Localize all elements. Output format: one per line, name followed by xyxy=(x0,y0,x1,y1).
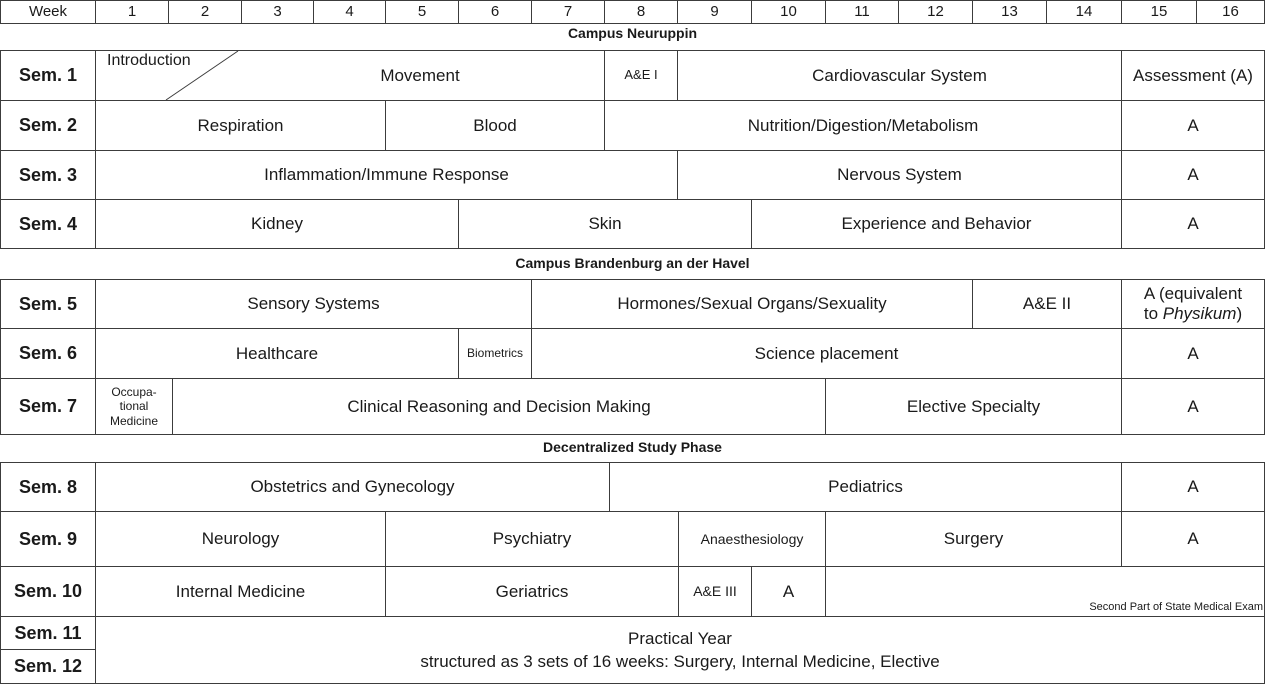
practical-year-description: structured as 3 sets of 16 weeks: Surgery, Internal Medicine, Elective xyxy=(420,651,940,671)
module-anaesthesiology: Anaesthesiology xyxy=(678,511,826,567)
assessment-s1: Assessment (A) xyxy=(1121,50,1265,101)
assessment-s6: A xyxy=(1121,328,1265,379)
module-nutrition: Nutrition/Digestion/Metabolism xyxy=(604,100,1122,151)
assessment-s4: A xyxy=(1121,199,1265,249)
assessment-s7: A xyxy=(1121,378,1265,435)
semester-label-9: Sem. 9 xyxy=(0,511,96,567)
module-elective-specialty: Elective Specialty xyxy=(825,378,1122,435)
semester-label-10: Sem. 10 xyxy=(0,566,96,617)
section-title-decentralized: Decentralized Study Phase xyxy=(543,439,722,455)
module-practical-year xyxy=(95,616,1265,684)
semester-label-8: Sem. 8 xyxy=(0,462,96,512)
semester-label-1: Sem. 1 xyxy=(0,50,96,101)
semester-label-5: Sem. 5 xyxy=(0,279,96,329)
assessment-s3: A xyxy=(1121,150,1265,200)
module-occupational-medicine xyxy=(95,378,173,435)
module-psychiatry: Psychiatry xyxy=(385,511,679,567)
module-science-placement: Science placement xyxy=(531,328,1122,379)
module-respiration: Respiration xyxy=(95,100,386,151)
module-biometrics: Biometrics xyxy=(458,328,532,379)
semester-label-11: Sem. 11 xyxy=(0,616,96,650)
module-geriatrics: Geriatrics xyxy=(385,566,679,617)
module-blood: Blood xyxy=(385,100,605,151)
module-healthcare: Healthcare xyxy=(95,328,459,379)
week-8: 8 xyxy=(604,0,678,24)
introduction-divider-line xyxy=(160,50,242,101)
module-ae-1: A&E I xyxy=(604,50,678,101)
module-movement-label: Movement xyxy=(380,65,460,85)
module-clinical-reasoning: Clinical Reasoning and Decision Making xyxy=(172,378,826,435)
week-2: 2 xyxy=(168,0,242,24)
module-sensory-systems: Sensory Systems xyxy=(95,279,532,329)
module-inflammation: Inflammation/Immune Response xyxy=(95,150,678,200)
module-skin: Skin xyxy=(458,199,752,249)
module-neurology: Neurology xyxy=(95,511,386,567)
assessment-s8: A xyxy=(1121,462,1265,512)
semester-label-4: Sem. 4 xyxy=(0,199,96,249)
week-header-label: Week xyxy=(0,0,96,24)
practical-year-title: Practical Year xyxy=(628,628,732,648)
module-ae-3: A&E III xyxy=(678,566,752,617)
semester-label-3: Sem. 3 xyxy=(0,150,96,200)
module-pediatrics: Pediatrics xyxy=(609,462,1122,512)
module-ae-2: A&E II xyxy=(972,279,1122,329)
assessment-s5 xyxy=(1121,279,1265,329)
module-kidney: Kidney xyxy=(95,199,459,249)
assessment-s2: A xyxy=(1121,100,1265,151)
module-internal-medicine: Internal Medicine xyxy=(95,566,386,617)
module-obstetrics-gynecology: Obstetrics and Gynecology xyxy=(95,462,610,512)
section-title-brandenburg: Campus Brandenburg an der Havel xyxy=(515,255,750,271)
semester-label-2: Sem. 2 xyxy=(0,100,96,151)
week-5: 5 xyxy=(385,0,459,24)
state-exam-note: Second Part of State Medical Exam xyxy=(1089,601,1263,613)
module-introduction-label: Introduction xyxy=(107,52,191,69)
week-3: 3 xyxy=(241,0,314,24)
week-11: 11 xyxy=(825,0,899,24)
physikum-term: Physikum xyxy=(1162,304,1237,323)
week-4: 4 xyxy=(313,0,386,24)
module-hormones: Hormones/Sexual Organs/Sexuality xyxy=(531,279,973,329)
week-1: 1 xyxy=(95,0,169,24)
assessment-s9: A xyxy=(1121,511,1265,567)
semester-label-7: Sem. 7 xyxy=(0,378,96,435)
week-12: 12 xyxy=(898,0,973,24)
week-6: 6 xyxy=(458,0,532,24)
assessment-s10: A xyxy=(751,566,826,617)
week-9: 9 xyxy=(677,0,752,24)
module-nervous-system: Nervous System xyxy=(677,150,1122,200)
assessment-s5-line1: A (equivalent xyxy=(1143,284,1243,304)
assessment-s5-line2: to Physikum) xyxy=(1143,304,1243,323)
semester-label-12: Sem. 12 xyxy=(0,649,96,684)
week-10: 10 xyxy=(751,0,826,24)
section-title-neuruppin: Campus Neuruppin xyxy=(567,25,698,41)
module-surgery: Surgery xyxy=(825,511,1122,567)
week-16: 16 xyxy=(1196,0,1265,24)
occupational-line1: Occupa- xyxy=(111,384,157,399)
week-7: 7 xyxy=(531,0,605,24)
occupational-line2: tional xyxy=(119,399,149,414)
module-experience-behavior: Experience and Behavior xyxy=(751,199,1122,249)
week-15: 15 xyxy=(1121,0,1197,24)
week-14: 14 xyxy=(1046,0,1122,24)
occupational-line3: Medicine xyxy=(109,413,159,428)
module-cardiovascular: Cardiovascular System xyxy=(677,50,1122,101)
week-13: 13 xyxy=(972,0,1047,24)
semester-label-6: Sem. 6 xyxy=(0,328,96,379)
